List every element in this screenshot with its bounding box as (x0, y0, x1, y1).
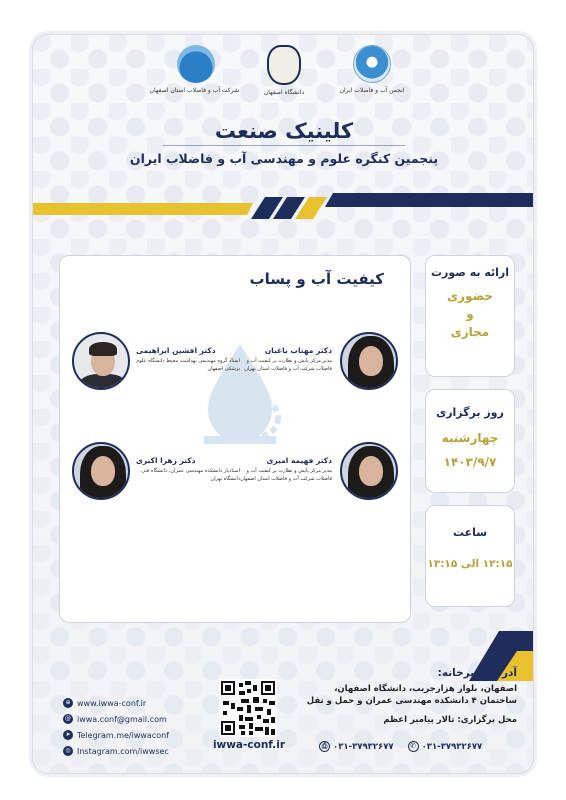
phone-icon: ✆ (408, 741, 419, 752)
fax-number[interactable] (319, 741, 394, 752)
speaker-name: دکتر زهرا اکبری (136, 456, 196, 465)
logo-caption: شرکت آب و فاضلاب استان اصفهان (149, 87, 239, 94)
contact-text: Telegram.me/iwwaconf (77, 730, 169, 740)
contact-text: Instagram.com/iwwsec (77, 746, 169, 756)
time-box (425, 505, 515, 607)
univ-logo (241, 45, 327, 96)
at-icon: @ (65, 715, 71, 722)
speaker-card (228, 332, 398, 404)
time-label: ساعت (452, 526, 488, 539)
address-block (303, 667, 517, 725)
speaker-role: استادیار دانشکده مهندسی عمران، دانشگاه فنی دانشگاه تهران (141, 468, 240, 482)
globe-icon: ⊕ (63, 698, 73, 708)
iwwa-emblem-icon (353, 45, 391, 83)
logo-caption: انجمن آب و فاضلاب ایران (339, 87, 405, 94)
telegram-icon: ➤ (63, 730, 73, 740)
abfa-logo (149, 45, 239, 94)
event-subtitle: پنجمین کنگره علوم و مهندسی آب و فاضلاب ایران (129, 151, 439, 166)
university-emblem-icon (267, 45, 301, 85)
format-box (425, 255, 515, 377)
speaker-role: استاد گروه مهندسی بهداشت محیط دانشگاه علوم پزشکی اصفهان (136, 358, 240, 372)
qr-caption[interactable]: iwwa-conf.ir (212, 739, 286, 751)
date-value: ۱۴۰۳/۹/۷ (443, 455, 497, 469)
iwwa-logo (329, 45, 415, 94)
contact-text: www.iwwa-conf.ir (77, 698, 147, 708)
phone-row (319, 741, 519, 752)
logo-row (149, 45, 413, 115)
qr-code[interactable] (219, 679, 277, 737)
event-title: کلینیک صنعت (214, 119, 354, 143)
address-title: آدرس دبیرخانه: (437, 667, 517, 679)
contact-item[interactable] (63, 711, 213, 727)
speaker-role: مدیر مرکز پایش و نظارت بر کیفیت آب و فاضلاب شرکت آب و فاضلاب استان اصفهان (240, 468, 332, 482)
contact-list (63, 695, 213, 759)
time-value: ۱۲:۱۵ الی ۱۳:۱۵ (427, 558, 513, 570)
day-value: چهارشنبه (441, 431, 499, 445)
poster (32, 34, 534, 774)
speaker-photo (340, 442, 398, 500)
address-line: ساختمان ۴ دانشکده مهندسی عمران و حمل و نقل (306, 696, 517, 706)
contact-item[interactable] (63, 727, 213, 743)
address-line: اصفهان، بلوار هزارجریب، دانشگاه اصفهان، (334, 684, 517, 694)
session-title: کیفیت آب و پساب (249, 270, 384, 288)
speaker-card (72, 332, 242, 404)
fax-text: ۰۳۱-۳۷۹۳۲۶۷۷ (333, 741, 394, 752)
speaker-name: دکتر فهیمه امیری (266, 456, 332, 465)
title-divider (163, 145, 405, 146)
speaker-photo (72, 332, 130, 390)
format-value: حضوری (447, 289, 493, 303)
contact-text: iwwa.conf@gmail.com (77, 714, 167, 724)
format-value: و (466, 307, 474, 321)
speaker-role: مدیر مرکز پایش و نظارت بر کیفیت آب و فاضلاب شرکت آب و فاضلاب استان تهران (244, 358, 332, 372)
session-panel (59, 255, 411, 623)
contact-item[interactable] (63, 695, 213, 711)
speaker-photo (72, 442, 130, 500)
speaker-photo (340, 332, 398, 390)
venue-text: محل برگزاری: تالار پیامبر اعظم (383, 715, 517, 725)
water-drop-icon (177, 45, 215, 83)
fax-icon: ⎙ (319, 741, 330, 752)
day-box (425, 389, 515, 493)
speaker-name: دکتر مهتاب باغبان (264, 346, 332, 355)
format-label: ارائه به صورت (430, 266, 510, 279)
decorative-stripes (33, 191, 534, 221)
phone-number[interactable] (408, 741, 483, 752)
speaker-card (228, 442, 398, 514)
logo-caption: دانشگاه اصفهان (263, 89, 305, 96)
contact-item[interactable] (63, 743, 213, 759)
address-lines (303, 683, 517, 707)
day-label: روز برگزاری (436, 406, 504, 419)
instagram-icon: ◎ (63, 746, 73, 756)
speaker-name: دکتر افشین ابراهیمی (136, 346, 216, 355)
phone-text: ۰۳۱-۳۷۹۳۲۶۷۷ (421, 741, 483, 752)
format-value: مجازی (450, 325, 490, 339)
speaker-card (72, 442, 242, 514)
